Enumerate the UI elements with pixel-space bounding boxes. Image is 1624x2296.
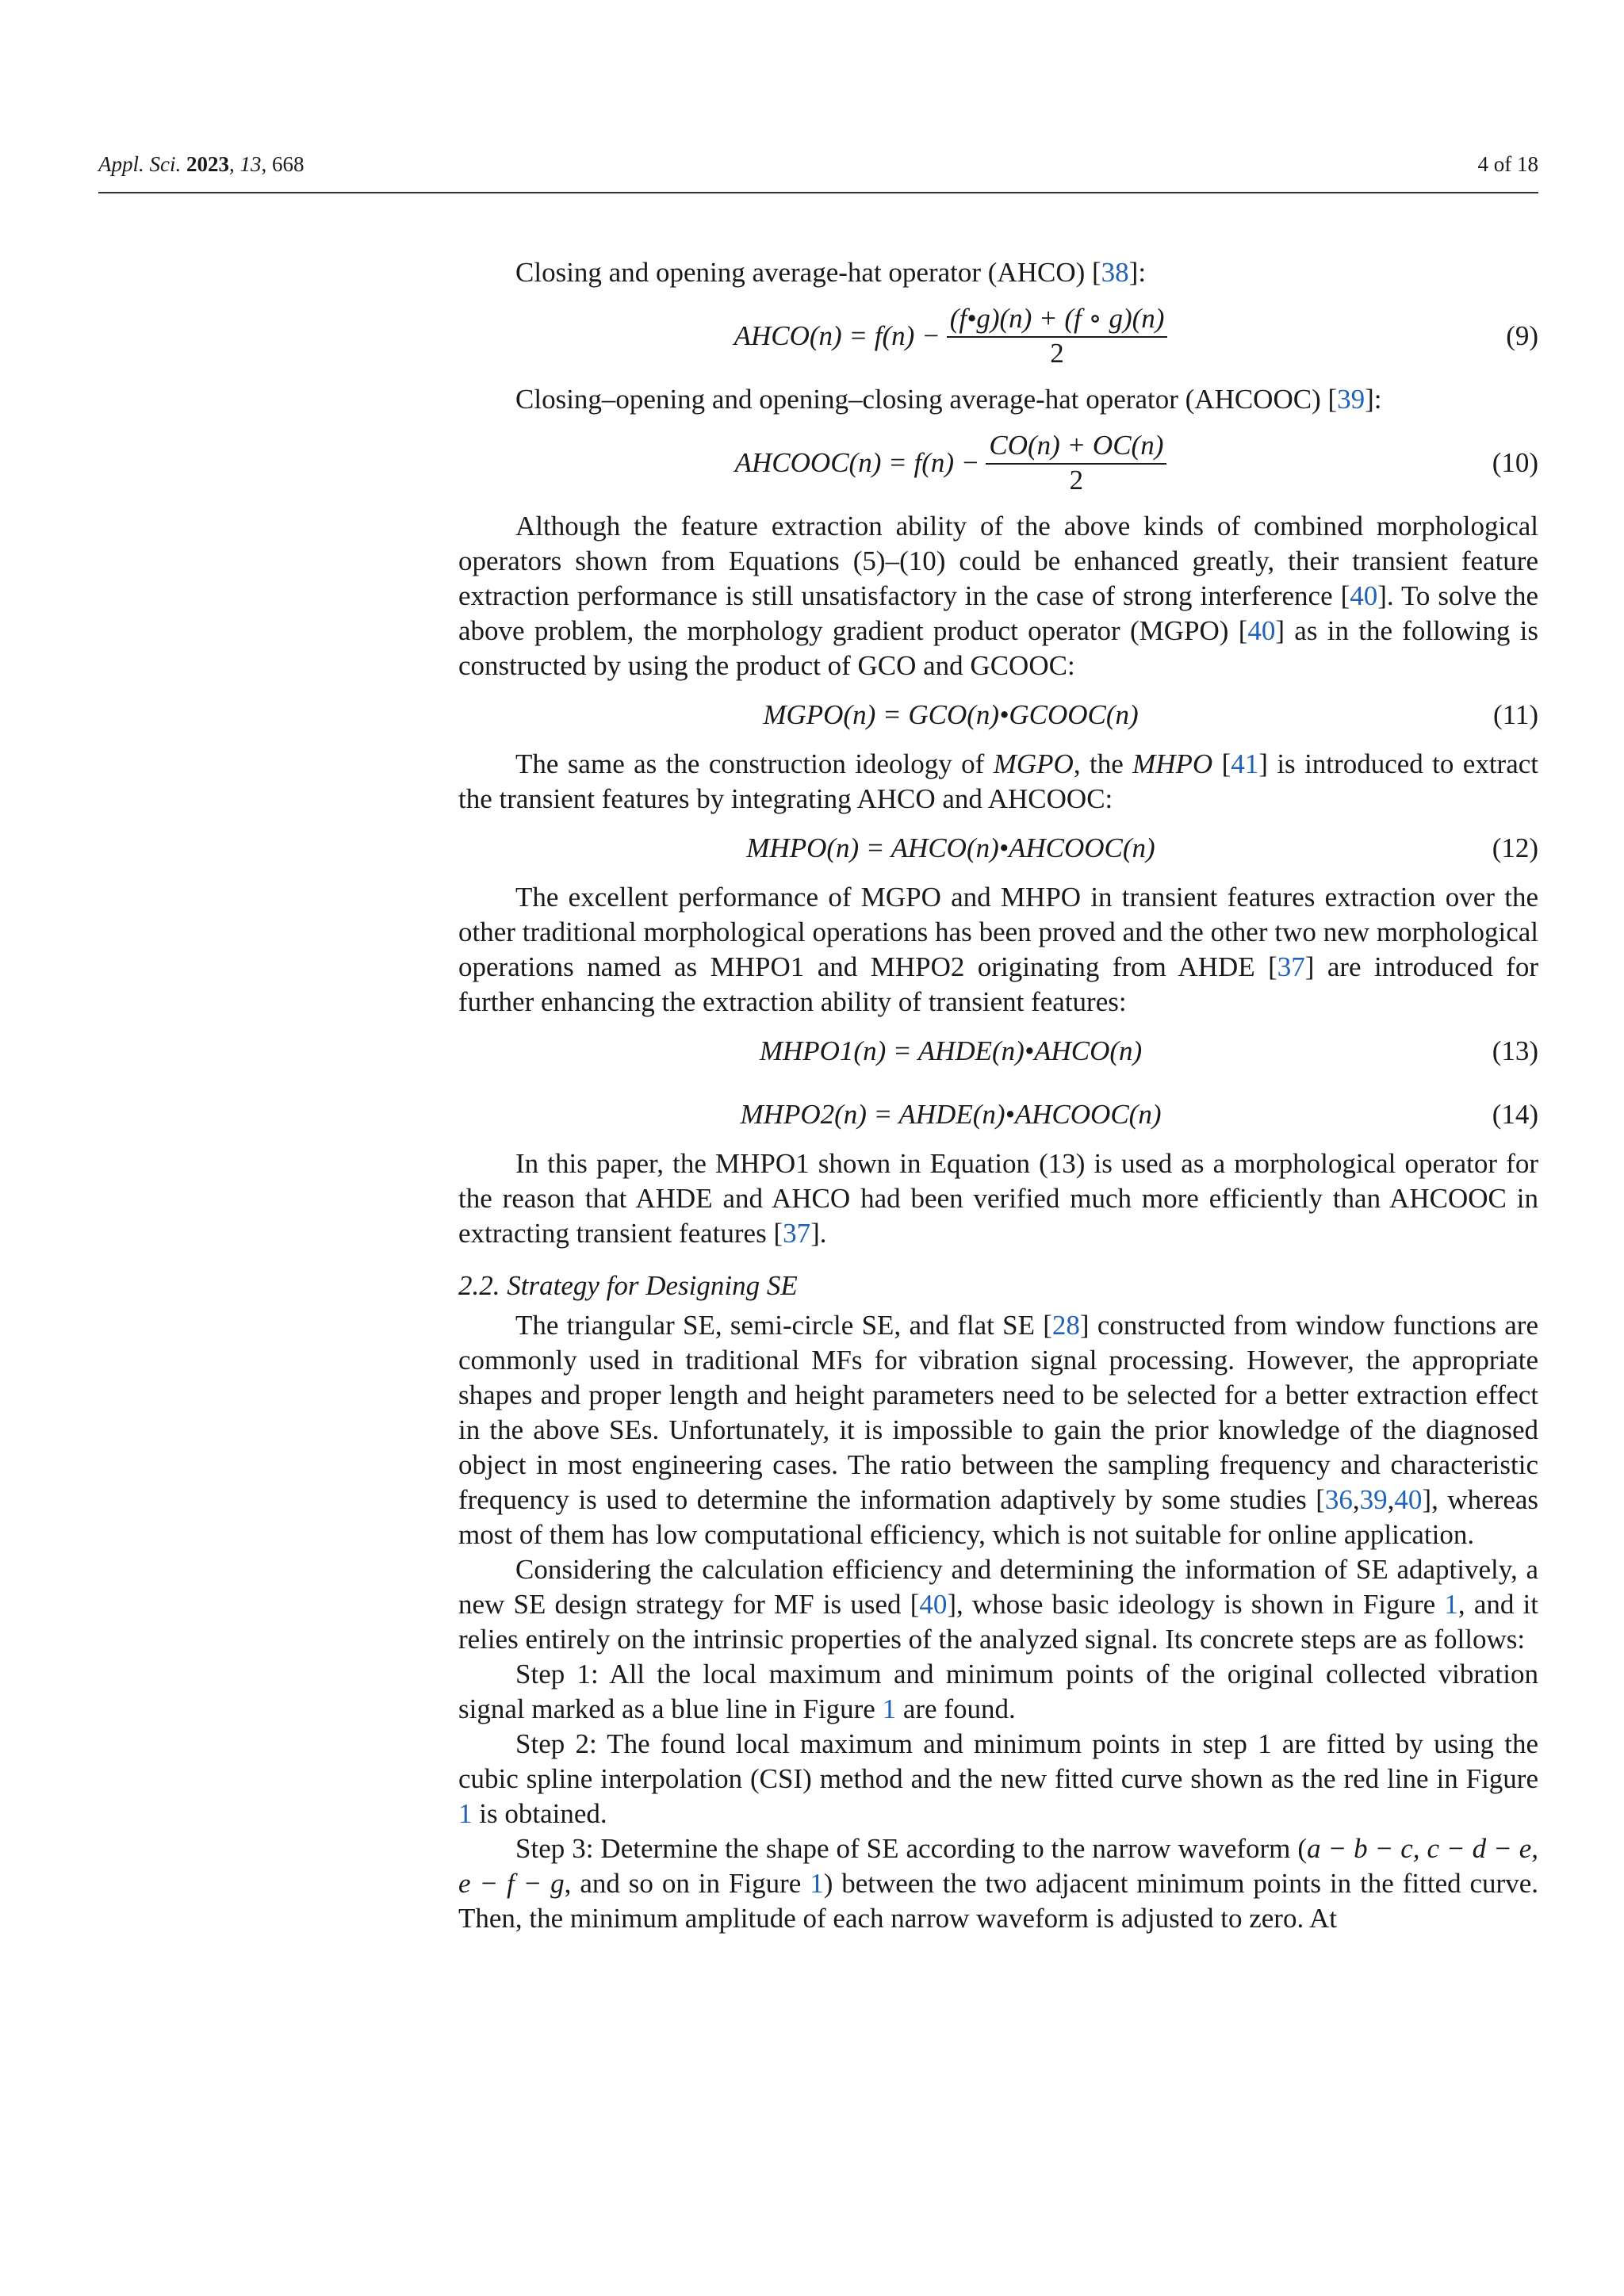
text: Step 3: Determine the shape of SE according to the narrow waveform ( [515,1833,1308,1864]
paragraph-step-2 [458,1727,1538,1831]
citation-link[interactable]: 39 [1359,1484,1388,1515]
text: Closing and opening average-hat operator (AHCO) [ [515,257,1101,288]
text: [ [1212,748,1231,779]
citation-link[interactable]: 38 [1101,257,1129,288]
figure-link[interactable]: 1 [458,1798,473,1829]
text: ], whose basic ideology is shown in Figure [947,1589,1445,1620]
paragraph-step-3 [458,1831,1538,1936]
paragraph-mhpo [458,747,1538,817]
journal-year: 2023 [186,152,229,176]
journal-name: Appl. Sci. [98,152,182,176]
equation-body: MHPO2(n) = AHDE(n)•AHCOOC(n) [740,1099,1162,1130]
text: The same as the construction ideology of [515,748,994,779]
fraction-numerator: (f•g)(n) + (f ∘ g)(n) [947,303,1168,338]
figure-link[interactable]: 1 [810,1868,824,1899]
text: ] are introduced for further enhancing the extraction ability of transient features: [458,951,1538,1017]
text: ]. To solve the above problem, the morphology gradient product operator (MGPO) [ [458,580,1538,646]
equation-body: MHPO1(n) = AHDE(n)•AHCO(n) [759,1035,1143,1066]
text: ] constructed from window functions are commonly used in traditional MFs for vibration signal processing. However, the appropriate shapes and proper length and height parameters need to be selected for a better extraction effect in the above SEs. Unfortunately, it is impossible to gain the prior knowledge of the diagnosed object in most engineering cases. The ratio between the sampling frequency and characteristic frequency is used to determine the information adaptively by some studies [ [458,1310,1538,1515]
figure-link[interactable]: 1 [882,1693,897,1724]
math-term: MHPO [1132,748,1213,779]
equation-9 [458,290,1538,382]
equation-14 [458,1083,1538,1146]
text: Step 2: The found local maximum and minimum points in step 1 are fitted by using the cubic spline interpolation (CSI) method and the new fitted curve shown as the red line in Figure [458,1728,1538,1794]
text: ] as in the following is constructed by using the product of GCO and GCOOC: [458,615,1538,681]
fraction-denominator: 2 [1069,465,1084,496]
equation-lhs: AHCOOC(n) = f(n) − [734,447,980,478]
text: Considering the calculation efficiency and determining the information of SE adaptively, a new SE design strategy for MF is used [ [458,1554,1538,1620]
citation-link[interactable]: 37 [783,1218,811,1249]
text: , and so on in Figure [564,1868,810,1899]
text: Although the feature extraction ability of the above kinds of combined morphological operators shown from Equations (5)–(10) could be enhanced greatly, their transient feature extraction performance is still unsatisfactory in the case of strong interference [ [458,511,1538,611]
fraction-denominator: 2 [1050,338,1064,369]
paragraph-mhpo1-usage [458,1146,1538,1251]
text: Step 1: All the local maximum and minimum points of the original collected vibration signal marked as a blue line in Figure [458,1659,1538,1724]
citation-link[interactable]: 40 [1350,580,1378,611]
text: are found. [896,1693,1016,1724]
math-term: MGPO [993,748,1074,779]
page-number: 4 of 18 [1477,152,1538,176]
text: ]: [1128,257,1147,288]
citation-link[interactable]: 41 [1231,748,1259,779]
paragraph-se-strategy [458,1552,1538,1657]
equation-number: (13) [1492,1035,1538,1066]
paragraph-ahcooc-intro [458,382,1538,417]
citation-link[interactable]: 37 [1277,951,1305,982]
equation-number: (11) [1492,699,1538,730]
equation-13 [458,1020,1538,1083]
running-header [98,147,1538,193]
text: , the [1073,748,1133,779]
citation-link[interactable]: 36 [1324,1484,1353,1515]
equation-body: MHPO(n) = AHCO(n)•AHCOOC(n) [746,832,1155,863]
paragraph-mgpo [458,509,1538,683]
citation-link[interactable]: 40 [1394,1484,1423,1515]
header-rule [98,192,1538,193]
text: , and it relies entirely on the intrinsic properties of the analyzed signal. Its concrete steps are as follows: [458,1589,1539,1655]
section-heading: 2.2. Strategy for Designing SE [458,1270,798,1301]
equation-fraction [947,303,1168,369]
text: ] is introduced to extract the transient features by integrating AHCO and AHCOOC: [458,748,1538,814]
math-inline: a − b − c, c − d − e, e − f − g [458,1833,1539,1899]
paragraph-mhpo1-mhpo2 [458,880,1538,1020]
equation-number: (12) [1492,832,1538,863]
paragraph-step-1 [458,1657,1538,1727]
text: The triangular SE, semi-circle SE, and flat SE [ [515,1310,1052,1341]
equation-body [458,290,1443,382]
journal-citation: Appl. Sci. 2023, 13, 668 [98,152,304,176]
equation-body: MGPO(n) = GCO(n)•GCOOC(n) [763,699,1139,730]
text: ) between the two adjacent minimum points in the fitted curve. Then, the minimum amplitude of each narrow waveform is adjusted to zero. At [458,1868,1538,1934]
text: ]. [810,1218,827,1249]
equation-number: (14) [1492,1099,1538,1130]
text: In this paper, the MHPO1 shown in Equation (13) is used as a morphological operator for the reason that AHDE and AHCO had been verified much more efficiently than AHCOOC in extracting transient features [ [458,1148,1538,1249]
citation-link[interactable]: 39 [1337,384,1365,415]
equation-number: (10) [1492,447,1538,478]
equation-10 [458,417,1538,509]
equation-12 [458,817,1538,880]
citation-link[interactable]: 40 [1247,615,1276,646]
paragraph-ahco-intro [458,255,1538,290]
citation-link[interactable]: 40 [919,1589,948,1620]
citation-link[interactable]: 28 [1051,1310,1080,1341]
journal-volume: 13 [239,152,262,176]
text: is obtained. [472,1798,607,1829]
equation-fraction [986,430,1166,496]
article-body [458,255,1538,1936]
equation-lhs: AHCO(n) = f(n) − [733,320,940,351]
article-number: 668 [271,152,304,176]
paragraph-se-background: The triangular SE, semi-circle SE, and flat SE [28] constructed from window functions are commonly used in traditional MFs for vibration signal processing. However, the appropriate shapes and proper length and height parameters need to be selected for a better extraction effect in the above SEs. Unfortunately, it is impossible to gain the prior knowledge of the diagnosed object in most engineering cases. The ratio between the sampling frequency and characteristic frequency is used to determine the information adaptively by some studies [36,39,40], whereas most of them has low computational efficiency, which is not suitable for online application. [458,1310,1539,1550]
text: Closing–opening and opening–closing average-hat operator (AHCOOC) [ [515,384,1338,415]
equation-11 [458,683,1538,747]
text: The excellent performance of MGPO and MHPO in transient features extraction over the other traditional morphological operations has been proved and the other two new morphological operations named as MHPO1 and MHPO2 originating from AHDE [ [458,882,1538,982]
text: ]: [1365,384,1382,415]
figure-link[interactable]: 1 [1444,1589,1458,1620]
fraction-numerator: CO(n) + OC(n) [986,430,1166,465]
equation-body [458,417,1443,509]
text: ], whereas most of them has low computational efficiency, which is not suitable for online application. [458,1484,1539,1550]
equation-number: (9) [1506,320,1538,351]
